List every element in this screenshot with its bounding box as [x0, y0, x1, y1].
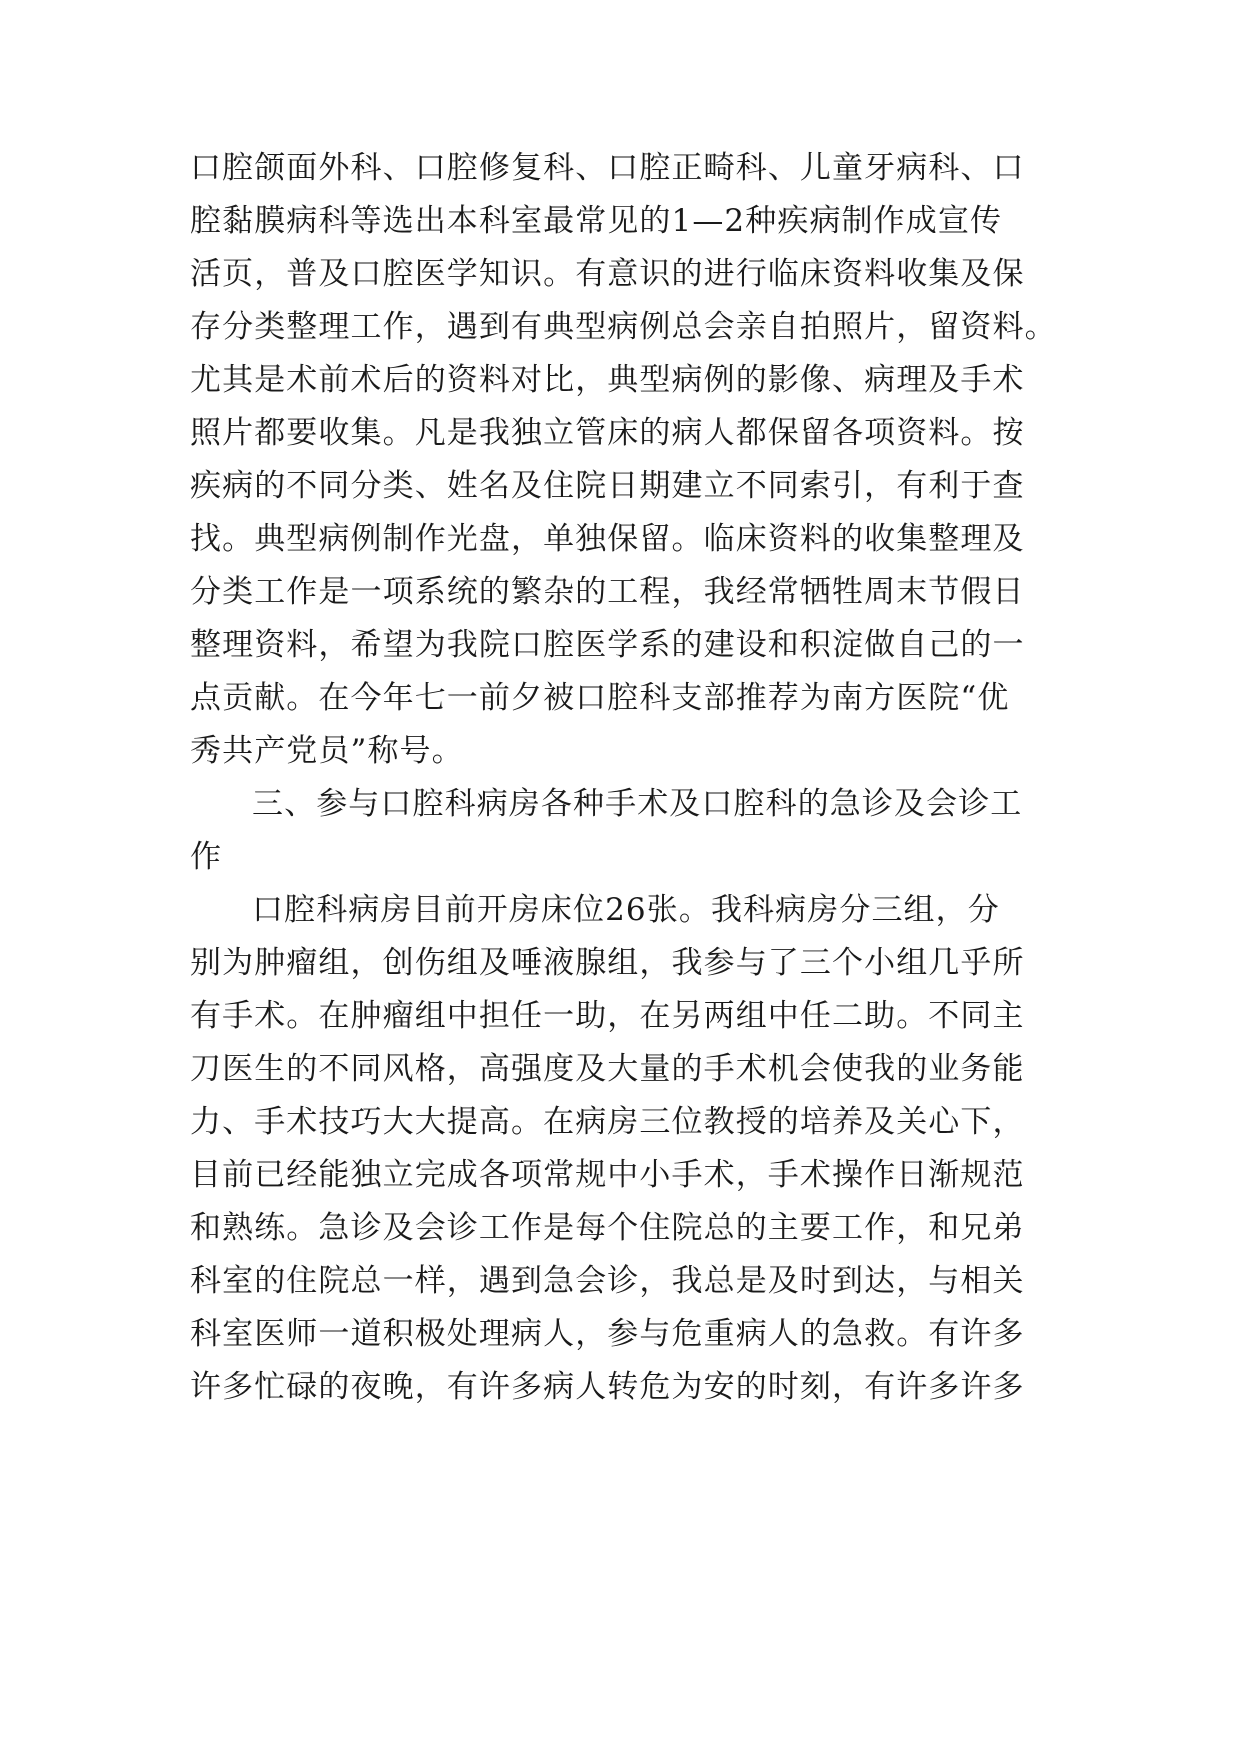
paragraph-line: 别为肿瘤组，创伤组及唾液腺组，我参与了三个小组几乎所 [190, 945, 1025, 981]
paragraph-line: 整理资料，希望为我院口腔医学系的建设和积淀做自己的一 [190, 627, 1025, 663]
paragraph-line: 找。典型病例制作光盘，单独保留。临床资料的收集整理及 [190, 521, 1025, 557]
paragraph-line: 和熟练。急诊及会诊工作是每个住院总的主要工作，和兄弟 [190, 1210, 1025, 1246]
paragraph-line: 活页，普及口腔医学知识。有意识的进行临床资料收集及保 [190, 256, 1025, 292]
paragraph-line: 尤其是术前术后的资料对比，典型病例的影像、病理及手术 [190, 362, 1025, 398]
paragraph-line: 点贡献。在今年七一前夕被口腔科支部推荐为南方医院“优 [190, 680, 1010, 716]
paragraph-line: 疾病的不同分类、姓名及住院日期建立不同索引，有利于查 [190, 468, 1025, 504]
paragraph-line: 口腔颌面外科、口腔修复科、口腔正畸科、儿童牙病科、口 [190, 150, 1025, 186]
paragraph-line: 科室医师一道积极处理病人，参与危重病人的急救。有许多 [190, 1316, 1025, 1352]
paragraph-line: 许多忙碌的夜晚，有许多病人转危为安的时刻，有许多许多 [190, 1369, 1025, 1405]
paragraph-line: 口腔科病房目前开房床位26张。我科病房分三组，分 [252, 892, 1000, 928]
paragraph-line: 有手术。在肿瘤组中担任一助，在另两组中任二助。不同主 [190, 998, 1025, 1034]
section-heading-line: 作 [190, 839, 223, 875]
paragraph-line: 秀共产党员”称号。 [190, 733, 464, 769]
paragraph-line: 腔黏膜病科等选出本科室最常见的1—2种疾病制作成宣传 [190, 203, 1003, 239]
paragraph-line: 目前已经能独立完成各项常规中小手术，手术操作日渐规范 [190, 1157, 1025, 1193]
paragraph-line: 刀医生的不同风格，高强度及大量的手术机会使我的业务能 [190, 1051, 1025, 1087]
paragraph-line: 力、手术技巧大大提高。在病房三位教授的培养及关心下， [190, 1104, 1025, 1140]
paragraph-line: 照片都要收集。凡是我独立管床的病人都保留各项资料。按 [190, 415, 1025, 451]
section-heading-line: 三、参与口腔科病房各种手术及口腔科的急诊及会诊工 [252, 786, 1023, 822]
paragraph-line: 存分类整理工作，遇到有典型病例总会亲自拍照片，留资料。 [190, 309, 1057, 345]
paragraph-line: 分类工作是一项系统的繁杂的工程，我经常牺牲周末节假日 [190, 574, 1025, 610]
paragraph-line: 科室的住院总一样，遇到急会诊，我总是及时到达，与相关 [190, 1263, 1025, 1299]
